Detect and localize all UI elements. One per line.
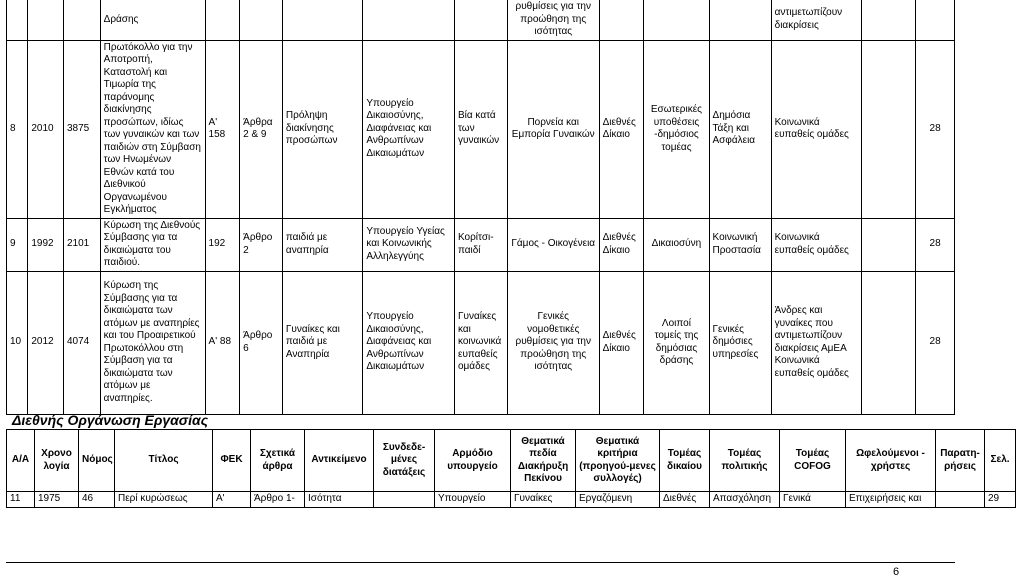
col-header: Νόμος: [79, 430, 115, 492]
cell: Επιχειρήσεις και: [846, 492, 936, 508]
cell-arthra: Άρθρα 2 & 9: [240, 40, 283, 218]
col-header: Τομέας πολιτικής: [710, 430, 780, 492]
col-header: Συνδεδε-μένες διατάξεις: [374, 430, 435, 492]
cell-year: 2010: [28, 40, 64, 218]
cell: Υπουργείο: [435, 492, 511, 508]
col-header: Τομέας COFOG: [780, 430, 846, 492]
cell-dikaio: Διεθνές Δίκαιο: [599, 40, 644, 218]
col-header: Σχετικά άρθρα: [251, 430, 305, 492]
cell-ofelimenoi: Κοινωνικά ευπαθείς ομάδες: [771, 40, 862, 218]
cell-foreas: Υπουργείο Δικαιοσύνης, Διαφάνειας και Ανθρωπίνων Δικαιωμάτων: [363, 271, 455, 414]
cell-aa: 9: [7, 218, 28, 271]
continuation-cell-ruthmiseis: ρυθμίσεις για την προώθηση της ισότητας: [507, 0, 599, 40]
section-title: Διεθνής Οργάνωση Εργασίας: [12, 412, 209, 428]
cell-dikaio: Διεθνές Δίκαιο: [599, 271, 644, 414]
cell-cofog: Κοινωνική Προστασία: [709, 218, 771, 271]
cell-antikeimeno: Γυναίκες και παιδιά με Αναπηρία: [282, 271, 362, 414]
cell: 11: [7, 492, 35, 508]
cell-arthra: Άρθρο 6: [240, 271, 283, 414]
cell-title: Πρωτόκολλο για την Αποτροπή, Καταστολή και Τιμωρία της παράνομης διακίνησης προσώπων, ιδίως των γυναικών και των παιδιών στη Σύμβαση των Ηνωμένων Εθνών κατά του Διεθνικού Οργανωμένου Εγκλήματος: [100, 40, 205, 218]
cell: Εργαζόμενη: [576, 492, 660, 508]
cell-ofelimenoi: Κοινωνικά ευπαθείς ομάδες: [771, 218, 862, 271]
cell-sel: 28: [916, 271, 955, 414]
cell-politiki: Δικαιοσύνη: [644, 218, 709, 271]
cell-foreas: Υπουργείο Υγείας και Κοινωνικής Αλληλεγγύης: [363, 218, 455, 271]
page-number: 6: [893, 566, 900, 578]
col-header: Αρμόδιο υπουργείο: [435, 430, 511, 492]
cell-fek: 192: [205, 218, 240, 271]
cell: Γενικά: [780, 492, 846, 508]
cell-kritiria: Γάμος - Οικογένεια: [507, 218, 599, 271]
cell: Άρθρο 1-: [251, 492, 305, 508]
footer-rule: [6, 562, 955, 563]
table-row: [7, 271, 955, 414]
col-header: Α/Α: [7, 430, 35, 492]
col-header: Αντικείμενο: [305, 430, 374, 492]
cell: Α': [213, 492, 251, 508]
cell: 29: [985, 492, 1016, 508]
cell-antikeimeno: Πρόληψη διακίνησης προσώπων: [282, 40, 362, 218]
continuation-row: [7, 0, 955, 40]
cell-thematika-pedia: Βία κατά των γυναικών: [454, 40, 507, 218]
cell-politiki: Λοιποί τομείς της δημόσιας δράσης: [644, 271, 709, 414]
cell: Ισότητα: [305, 492, 374, 508]
cell-thematika-pedia: Γυναίκες και κοινωνικά ευπαθείς ομάδες: [454, 271, 507, 414]
cell-dikaio: Διεθνές Δίκαιο: [599, 218, 644, 271]
col-header: Ωφελούμενοι - χρήστες: [846, 430, 936, 492]
table-row: [7, 218, 955, 271]
cell-nomos: 4074: [64, 271, 101, 414]
col-header: Τίτλος: [115, 430, 213, 492]
cell-year: 1992: [28, 218, 64, 271]
cell-title: Κύρωση της Διεθνούς Σύμβασης για τα δικαιώματα του παιδιού.: [100, 218, 205, 271]
cell-nomos: 2101: [64, 218, 101, 271]
cell-politiki: Εσωτερικές υποθέσεις -δημόσιος τομέας: [644, 40, 709, 218]
header-row: [7, 430, 1016, 492]
col-header: Χρονο λογία: [35, 430, 79, 492]
cell: [936, 492, 985, 508]
table-row: [7, 40, 955, 218]
cell-kritiria: Γενικές νομοθετικές ρυθμίσεις για την προώθηση της ισότητας: [507, 271, 599, 414]
cell-kritiria: Πορνεία και Εμπορία Γυναικών: [507, 40, 599, 218]
cell: Απασχόληση: [710, 492, 780, 508]
col-header: Σελ.: [985, 430, 1016, 492]
continuation-cell-drasis: Δράσης: [100, 0, 205, 40]
upper-table: [6, 0, 955, 415]
cell: Γυναίκες: [511, 492, 576, 508]
col-header: Παρατη-ρήσεις: [936, 430, 985, 492]
col-header: Θεματικά πεδία Διακήρυξη Πεκίνου: [511, 430, 576, 492]
cell: [374, 492, 435, 508]
cell: 46: [79, 492, 115, 508]
col-header: Τομέας δικαίου: [660, 430, 710, 492]
cell-fek: Α' 88: [205, 271, 240, 414]
cell-nomos: 3875: [64, 40, 101, 218]
continuation-cell-antimetopizoun: αντιμετωπίζουν διακρίσεις: [771, 0, 862, 40]
cell-cofog: Γενικές δημόσιες υπηρεσίες: [709, 271, 771, 414]
cell-sel: 28: [916, 40, 955, 218]
cell: 1975: [35, 492, 79, 508]
table-row: [7, 492, 1016, 508]
cell-aa: 10: [7, 271, 28, 414]
cell-thematika-pedia: Κορίτσι-παιδί: [454, 218, 507, 271]
cell-antikeimeno: παιδιά με αναπηρία: [282, 218, 362, 271]
col-header: Θεματικά κριτήρια (προηγού-μενες συλλογές): [576, 430, 660, 492]
cell-sel: 28: [916, 218, 955, 271]
lower-table: [6, 429, 1016, 508]
cell-year: 2012: [28, 271, 64, 414]
cell-arthra: Άρθρο 2: [240, 218, 283, 271]
cell: Περί κυρώσεως: [115, 492, 213, 508]
col-header: ΦΕΚ: [213, 430, 251, 492]
cell-cofog: Δημόσια Τάξη και Ασφάλεια: [709, 40, 771, 218]
cell: Διεθνές: [660, 492, 710, 508]
cell-aa: 8: [7, 40, 28, 218]
cell-fek: Α' 158: [205, 40, 240, 218]
cell-foreas: Υπουργείο Δικαιοσύνης, Διαφάνειας και Ανθρωπίνων Δικαιωμάτων: [363, 40, 455, 218]
cell-title: Κύρωση της Σύμβασης για τα δικαιώματα των ατόμων με αναπηρίες και του Προαιρετικού Πρωτοκόλλου στη Σύμβαση για τα δικαιώματα των ατόμων με αναπηρίες.: [100, 271, 205, 414]
cell-ofelimenoi: Άνδρες και γυναίκες που αντιμετωπίζουν διακρίσεις ΑμΕΑ Κοινωνικά ευπαθείς ομάδες: [771, 271, 862, 414]
